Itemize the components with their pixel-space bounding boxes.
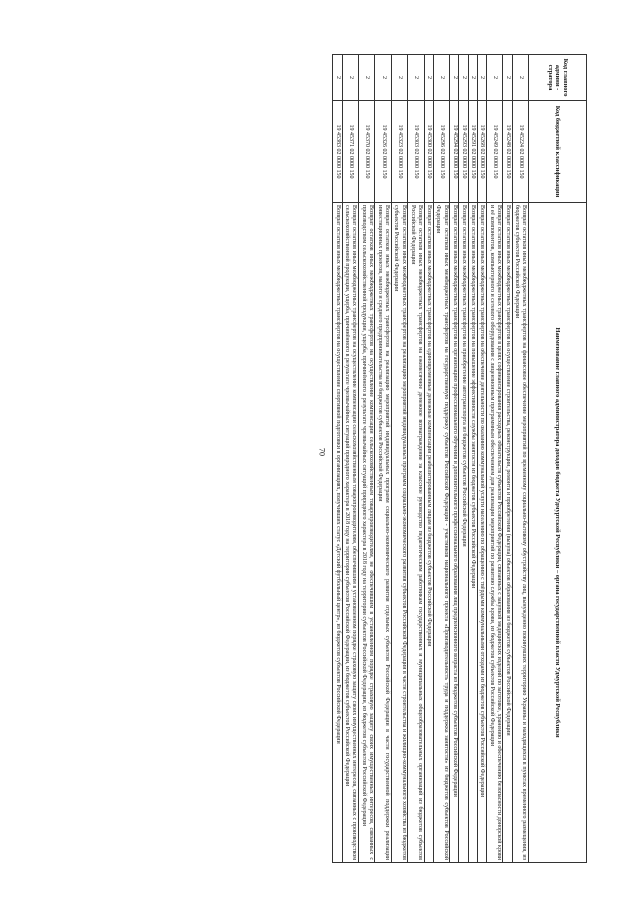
admin-code-cell: 2 (424, 55, 433, 101)
description-cell: Возврат остатков иных межбюджетных трансфертов на единовременные денежные компенсации реабилитированным лицам из бюджетов субъектов Российской Федерации (424, 203, 433, 863)
description-cell: Возврат остатков иных межбюджетных трансфертов на осуществление спортивной подготовки в организациях, получивших статус «Детский футбольный центр», из бюджетов субъектов Российской Федерации (333, 203, 342, 863)
admin-code-cell: 2 (503, 55, 512, 101)
description-cell: Возврат остатков иных межбюджетных трансфертов на финансовое обеспечение мероприятий по временному социально-бытовому обустройству лиц, вынужденно покинувших территорию Украины и находящихся в пунктах временного размещения, из бюджетов субъектов Российской Федерации (512, 203, 528, 863)
table-row (450, 55, 459, 863)
table-row (433, 55, 449, 863)
table-row (424, 55, 433, 863)
budget-code-cell: 19 45371 02 0000 150 (342, 101, 358, 203)
budget-code-cell: 19 45291 02 0000 150 (468, 101, 477, 203)
description-cell: Возврат остатков иных межбюджетных трансфертов на организацию профессионального обучения и дополнительного профессионального образования лиц предпенсионного возраста из бюджетов субъектов Российской Федерации (450, 203, 459, 863)
table-row (468, 55, 477, 863)
budget-code-cell: 19 45293 02 0000 150 (459, 101, 468, 203)
budget-code-cell: 19 45300 02 0000 150 (424, 101, 433, 203)
admin-code-cell: 2 (477, 55, 486, 101)
budget-code-cell: 19 45303 02 0000 150 (408, 101, 424, 203)
description-cell: Возврат остатков иных межбюджетных трансфертов на повышение эффективности службы занятости из бюджетов субъектов Российской Федерации (468, 203, 477, 863)
admin-code-cell: 2 (468, 55, 477, 101)
admin-code-cell: 2 (358, 55, 374, 101)
table-row (503, 55, 512, 863)
header-name: Наименование главного администратора доходов бюджета Удмуртской Республики – органа государственной власти Удмуртской Республики (529, 203, 587, 863)
description-cell: Возврат остатков иных межбюджетных трансфертов на государственную поддержку субъектов Российской Федерации - участников национального проекта «Производительность труда и поддержка занятости» из бюджетов субъектов Российской Федерации (433, 203, 449, 863)
header-budget-code: Код бюджетной классификации (529, 101, 587, 203)
budget-code-cell: 19 45323 02 0000 150 (391, 101, 407, 203)
revenue-administrators-table (332, 54, 587, 863)
budget-code-cell: 19 45294 02 0000 150 (450, 101, 459, 203)
admin-code-cell: 2 (450, 55, 459, 101)
budget-code-cell: 19 45249 02 0000 150 (486, 101, 502, 203)
page-number: 70 (317, 448, 327, 456)
header-admin-code: Код главного админи - стратора (529, 55, 587, 101)
description-cell: Возврат остатков иных межбюджетных трансфертов на осуществление строительства, реконструкции, ремонта и приобретения (выкупа) объектов образования из бюджетов субъектов Российской Федерации (503, 203, 512, 863)
table-row (391, 55, 407, 863)
description-cell: Возврат остатков иных межбюджетных трансфертов на обеспечение деятельности по оказанию коммунальной услуги населению по обращению с твёрдыми коммунальными отходами из бюджетов субъектов Российской Федерации (477, 203, 486, 863)
description-cell: Возврат остатков иных межбюджетных трансфертов на приобретение автотранспорта из бюджетов субъектов Российской Федерации (459, 203, 468, 863)
admin-code-cell: 2 (486, 55, 502, 101)
budget-code-cell: 19 45248 02 0000 150 (503, 101, 512, 203)
description-cell: Возврат остатков иных межбюджетных трансфертов в целях софинансирования расходных обязательств субъектов Российской Федерации, связанных с закупкой медицинских изделий по заготовке, хранению и обеспечению безопасности донорской крови и её компонентов, компьютерного и сетевого оборудования с лицензионным программным обеспечением для реализации мероприятий по развитию службы крови, из бюджетов субъектов Российской Федерации (486, 203, 502, 863)
budget-code-cell: 19 45296 02 0000 150 (433, 101, 449, 203)
table-header-row (529, 55, 587, 863)
description-cell: Возврат остатков иных межбюджетных трансфертов на реализацию мероприятий индивидуальных программ социально-экономического развития субъектов Российской Федерации в части строительства и жилищно-коммунального хозяйства из бюджетов субъектов Российской Федерации (391, 203, 407, 863)
table-row (358, 55, 374, 863)
budget-code-cell: 19 45268 02 0000 150 (477, 101, 486, 203)
budget-code-cell: 19 45383 02 0000 150 (333, 101, 342, 203)
table-row (459, 55, 468, 863)
budget-code-cell: 19 45224 02 0000 150 (512, 101, 528, 203)
table-row (486, 55, 502, 863)
table-row (333, 55, 342, 863)
admin-code-cell: 2 (512, 55, 528, 101)
admin-code-cell: 2 (342, 55, 358, 101)
table-body (333, 55, 529, 863)
table-row (408, 55, 424, 863)
description-cell: Возврат остатков иных межбюджетных трансфертов на реализацию мероприятий индивидуальных программ социально-экономического развития отдельных субъектов Российской Федерации в части государственной поддержки реализации инвестиционных проектов, малого и среднего предпринимательства из бюджетов субъектов Российской Федерации (375, 203, 391, 863)
table-row (477, 55, 486, 863)
rotated-page-content (72, 54, 587, 862)
description-cell: Возврат остатков иных межбюджетных трансфертов на осуществление компенсации сельскохозяйственным товаропроизводителям, не обеспечившим в установленном порядке страховую защиту своих имущественных интересов, связанных с производством сельскохозяйственной продукции, ущерба, причинённого в результате чрезвычайных ситуаций природного характера в 2018 году на территории субъектов Российской Федерации, из бюджетов субъектов Российской Федерации (358, 203, 374, 863)
budget-code-cell: 19 45326 02 0000 150 (375, 101, 391, 203)
table-row (375, 55, 391, 863)
table-row (512, 55, 528, 863)
admin-code-cell: 2 (375, 55, 391, 101)
admin-code-cell: 2 (459, 55, 468, 101)
admin-code-cell: 2 (391, 55, 407, 101)
admin-code-cell: 2 (333, 55, 342, 101)
description-cell: Возврат остатков иных межбюджетных трансфертов на ежемесячное денежное вознаграждение за классное руководство педагогическим работникам государственных и муниципальных общеобразовательных организаций из бюджетов субъектов Российской Федерации (408, 203, 424, 863)
description-cell: Возврат остатков иных межбюджетных трансфертов на осуществление компенсации сельскохозяйственным товаропроизводителям, обеспечившим в установленном порядке страховую защиту своих имущественных интересов, связанных с производством сельскохозяйственной продукции, ущерба, причинённого в результате чрезвычайных ситуаций природного характера в 2018 году на территории субъектов Российской Федерации, из бюджетов субъектов Российской Федерации (342, 203, 358, 863)
admin-code-cell: 2 (433, 55, 449, 101)
admin-code-cell: 2 (408, 55, 424, 101)
budget-code-cell: 19 45370 02 0000 150 (358, 101, 374, 203)
table-row (342, 55, 358, 863)
